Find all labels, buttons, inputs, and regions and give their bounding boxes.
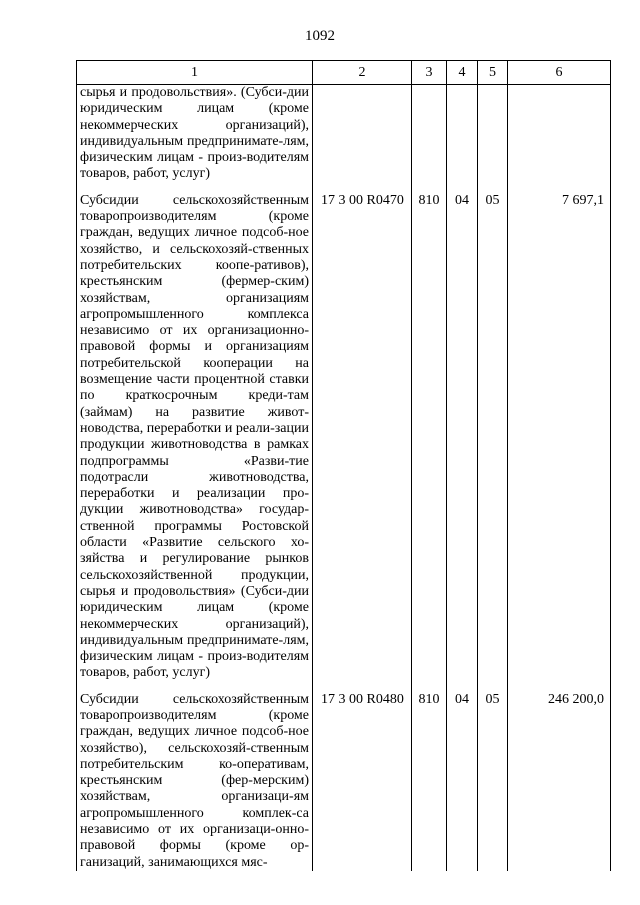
table-row [77,85,611,183]
row-col3: 810 [412,692,447,871]
row-code: 17 3 00 R0470 [313,193,412,682]
header-col-1: 1 [77,61,313,85]
row-col5: 05 [478,692,508,871]
row-amount: 246 200,0 [508,692,611,871]
row-col3 [412,85,447,183]
row-spacer [77,682,611,692]
row-code: 17 3 00 R0480 [313,692,412,871]
row-description: Субсидии сельскохозяйственным товаропроизводителям (кроме граждан, ведущих личное подсоб-ное хозяйство, и сельскохозяй-ственных потребительских коопе-ративов), крестьянским (фермер-ским) хозяйствам, организациям агропромышленного комплекса независимо от их организационно-правовой формы и организациям потребительской кооперации на возмещение части процентной ставки по краткосрочным креди-там (займам) на развитие живот-новодства, переработки и реали-зации продукции животноводства в рамках подпрограммы «Разви-тие подотрасли животноводства, переработки и реализации про-дукции животноводства» государ-ственной программы Ростовской области «Развитие сельского хо-зяйства и регулирование рынков сельскохозяйственной продукции, сырья и продовольствия» (Субси-дии юридическим лицам (кроме некоммерческих организаций), индивидуальным предпринимате-лям, физическим лицам - произ-водителям товаров, работ, услуг) [77,193,313,682]
row-col3: 810 [412,193,447,682]
header-row [77,61,611,85]
row-col5 [478,85,508,183]
page-number: 1092 [305,28,335,44]
row-code [313,85,412,183]
row-col5: 05 [478,193,508,682]
row-description: Субсидии сельскохозяйственным товаропроизводителям (кроме граждан, ведущих личное подсоб-ное хозяйство), сельскохозяй-ственным потребительским ко-оперативам, крестьянским (фер-мерским) хозяйствам, организаци-ям агропромышленного комплек-са независимо от их организаци-онно-правовой формы (кроме ор-ганизаций, занимающихся мяс- [77,692,313,871]
row-col4 [447,85,478,183]
header-col-4: 4 [447,61,478,85]
table-header [77,61,611,85]
table-body [77,85,611,871]
header-col-2: 2 [313,61,412,85]
table-row [77,692,611,871]
row-amount [508,85,611,183]
header-col-3: 3 [412,61,447,85]
row-col4: 04 [447,692,478,871]
header-col-5: 5 [478,61,508,85]
row-spacer [77,183,611,193]
row-amount: 7 697,1 [508,193,611,682]
row-description: сырья и продовольствия». (Субси-дии юридическим лицам (кроме некоммерческих организаций), индивидуальным предпринимате-лям, физическим лицам - произ-водителям товаров, работ, услуг) [77,85,313,183]
row-col4: 04 [447,193,478,682]
header-col-6: 6 [508,61,611,85]
table-row [77,193,611,682]
budget-table [76,60,611,871]
